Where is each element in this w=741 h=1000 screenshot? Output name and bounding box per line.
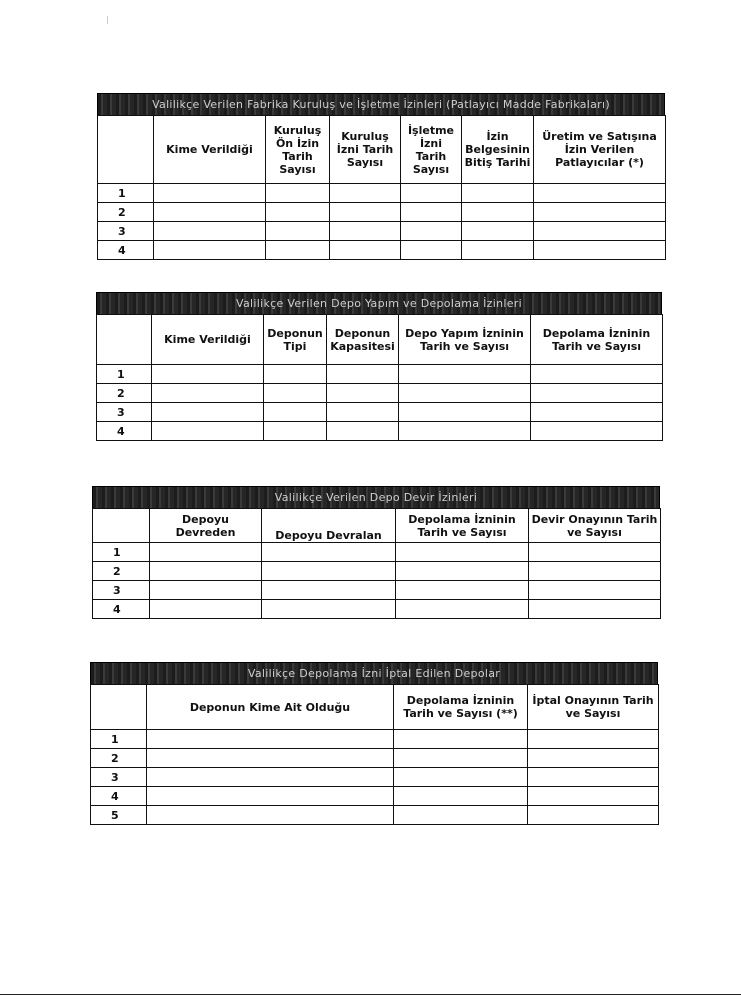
table-cell[interactable]: [147, 768, 394, 787]
table3-header-cell: Devir Onayının Tarih ve Sayısı: [529, 509, 661, 543]
table1-block: [97, 93, 665, 260]
table-row: [98, 203, 666, 222]
table-cell[interactable]: [266, 241, 330, 260]
table-cell[interactable]: [262, 543, 396, 562]
table-cell[interactable]: [150, 543, 262, 562]
table-cell[interactable]: [394, 730, 528, 749]
table-row: [93, 562, 661, 581]
table-cell[interactable]: [528, 730, 659, 749]
table-row: [97, 384, 663, 403]
table-row: [91, 806, 659, 825]
table-row: [98, 222, 666, 241]
table-cell[interactable]: [528, 787, 659, 806]
table3: [92, 508, 661, 619]
row-number: 1: [98, 184, 154, 203]
table2-title: Valilikçe Verilen Depo Yapım ve Depolama İzinleri: [96, 292, 662, 314]
table3-block: [92, 486, 660, 619]
table-cell[interactable]: [154, 241, 266, 260]
table1-header-cell: İzin Belgesinin Bitiş Tarihi: [462, 116, 534, 184]
table-cell[interactable]: [462, 241, 534, 260]
table-cell[interactable]: [528, 768, 659, 787]
table-row: [97, 422, 663, 441]
table-cell[interactable]: [394, 787, 528, 806]
table-cell[interactable]: [266, 184, 330, 203]
table-cell[interactable]: [529, 581, 661, 600]
table-cell[interactable]: [394, 806, 528, 825]
row-number: 1: [91, 730, 147, 749]
table1: [97, 115, 666, 260]
table1-header-cell: Üretim ve Satışına İzin Verilen Patlayıcılar (*): [534, 116, 666, 184]
table-cell[interactable]: [150, 600, 262, 619]
row-number: 2: [98, 203, 154, 222]
table4: [90, 684, 659, 825]
table-row: [93, 581, 661, 600]
table4-header-cell: Deponun Kime Ait Olduğu: [147, 685, 394, 730]
table4-block: [90, 662, 658, 825]
scan-mark: [107, 16, 108, 24]
table-cell[interactable]: [152, 422, 264, 441]
table-cell[interactable]: [152, 384, 264, 403]
row-number: 3: [93, 581, 150, 600]
table-cell[interactable]: [327, 384, 399, 403]
table-cell[interactable]: [534, 203, 666, 222]
table1-header-cell: İşletme İzni Tarih Sayısı: [401, 116, 462, 184]
row-number: 4: [91, 787, 147, 806]
table-cell[interactable]: [262, 581, 396, 600]
table-cell[interactable]: [396, 600, 529, 619]
row-number: 3: [98, 222, 154, 241]
table-cell[interactable]: [327, 365, 399, 384]
table-cell[interactable]: [529, 543, 661, 562]
table-cell[interactable]: [264, 422, 327, 441]
table-cell[interactable]: [154, 222, 266, 241]
table-cell[interactable]: [534, 222, 666, 241]
table2-block: [96, 292, 662, 441]
row-number: 3: [91, 768, 147, 787]
table-cell[interactable]: [528, 749, 659, 768]
table2-header-cell: Kime Verildiği: [152, 315, 264, 365]
table1-title: Valilikçe Verilen Fabrika Kuruluş ve İşletme İzinleri (Patlayıcı Madde Fabrikaları): [97, 93, 665, 115]
table-cell[interactable]: [262, 600, 396, 619]
table-cell[interactable]: [152, 403, 264, 422]
table-row: [93, 543, 661, 562]
table-cell[interactable]: [394, 749, 528, 768]
table-cell[interactable]: [150, 581, 262, 600]
table2: [96, 314, 663, 441]
table-cell[interactable]: [330, 222, 401, 241]
table-cell[interactable]: [401, 222, 462, 241]
table3-header-cell: Depolama İzninin Tarih ve Sayısı: [396, 509, 529, 543]
table2-header-cell: [97, 315, 152, 365]
table3-header-cell: [93, 509, 150, 543]
table-cell[interactable]: [399, 403, 531, 422]
table3-header-cell: Depoyu Devralan: [262, 509, 396, 543]
table1-header-cell: [98, 116, 154, 184]
row-number: 2: [97, 384, 152, 403]
table-cell[interactable]: [529, 562, 661, 581]
table-cell[interactable]: [401, 203, 462, 222]
table-cell[interactable]: [401, 184, 462, 203]
table-row: [97, 403, 663, 422]
table-cell[interactable]: [394, 768, 528, 787]
table4-header-cell: Depolama İzninin Tarih ve Sayısı (**): [394, 685, 528, 730]
table3-header-row: [93, 509, 661, 543]
table4-header-cell: İptal Onayının Tarih ve Sayısı: [528, 685, 659, 730]
table-cell[interactable]: [330, 241, 401, 260]
footer-rule: [0, 994, 741, 995]
table-cell[interactable]: [330, 203, 401, 222]
table-cell[interactable]: [462, 203, 534, 222]
row-number: 2: [93, 562, 150, 581]
row-number: 2: [91, 749, 147, 768]
table2-header-cell: Deponun Tipi: [264, 315, 327, 365]
table-cell[interactable]: [147, 806, 394, 825]
table2-header-row: [97, 315, 663, 365]
table-cell[interactable]: [534, 184, 666, 203]
table2-header-cell: Depo Yapım İzninin Tarih ve Sayısı: [399, 315, 531, 365]
row-number: 4: [97, 422, 152, 441]
table-cell[interactable]: [529, 600, 661, 619]
table-cell[interactable]: [462, 222, 534, 241]
row-number: 5: [91, 806, 147, 825]
table-cell[interactable]: [150, 562, 262, 581]
table-cell[interactable]: [327, 403, 399, 422]
table-cell[interactable]: [147, 749, 394, 768]
table-cell[interactable]: [401, 241, 462, 260]
table1-header-cell: Kime Verildiği: [154, 116, 266, 184]
table4-header-cell: [91, 685, 147, 730]
table-cell[interactable]: [399, 365, 531, 384]
table-cell[interactable]: [147, 787, 394, 806]
table-cell[interactable]: [264, 365, 327, 384]
table-cell[interactable]: [534, 241, 666, 260]
row-number: 1: [93, 543, 150, 562]
table-cell[interactable]: [266, 203, 330, 222]
table-cell[interactable]: [266, 222, 330, 241]
table4-header-row: [91, 685, 659, 730]
table-cell[interactable]: [264, 403, 327, 422]
table-row: [91, 768, 659, 787]
table-row: [91, 730, 659, 749]
table-cell[interactable]: [262, 562, 396, 581]
table1-header-row: [98, 116, 666, 184]
table-cell[interactable]: [531, 384, 663, 403]
table-cell[interactable]: [396, 543, 529, 562]
table-cell[interactable]: [531, 403, 663, 422]
row-number: 4: [98, 241, 154, 260]
table-row: [91, 787, 659, 806]
table-cell[interactable]: [462, 184, 534, 203]
row-number: 1: [97, 365, 152, 384]
table-cell[interactable]: [396, 562, 529, 581]
table-cell[interactable]: [147, 730, 394, 749]
table2-header-cell: Deponun Kapasitesi: [327, 315, 399, 365]
table-cell[interactable]: [528, 806, 659, 825]
table3-header-cell: Depoyu Devreden: [150, 509, 262, 543]
table-cell[interactable]: [154, 184, 266, 203]
table4-title: Valilikçe Depolama İzni İptal Edilen Depolar: [90, 662, 658, 684]
table-cell[interactable]: [399, 384, 531, 403]
table1-header-cell: Kuruluş Ön İzin Tarih Sayısı: [266, 116, 330, 184]
table-row: [98, 184, 666, 203]
table-row: [93, 600, 661, 619]
table-cell[interactable]: [399, 422, 531, 441]
table-cell[interactable]: [327, 422, 399, 441]
table-row: [98, 241, 666, 260]
table3-title: Valilikçe Verilen Depo Devir İzinleri: [92, 486, 660, 508]
row-number: 3: [97, 403, 152, 422]
table-cell[interactable]: [330, 184, 401, 203]
table-cell[interactable]: [396, 581, 529, 600]
table-cell[interactable]: [531, 422, 663, 441]
table-row: [91, 749, 659, 768]
table-cell[interactable]: [154, 203, 266, 222]
table1-header-cell: Kuruluş İzni Tarih Sayısı: [330, 116, 401, 184]
table2-header-cell: Depolama İzninin Tarih ve Sayısı: [531, 315, 663, 365]
table-cell[interactable]: [152, 365, 264, 384]
table-cell[interactable]: [531, 365, 663, 384]
table-row: [97, 365, 663, 384]
table-cell[interactable]: [264, 384, 327, 403]
row-number: 4: [93, 600, 150, 619]
